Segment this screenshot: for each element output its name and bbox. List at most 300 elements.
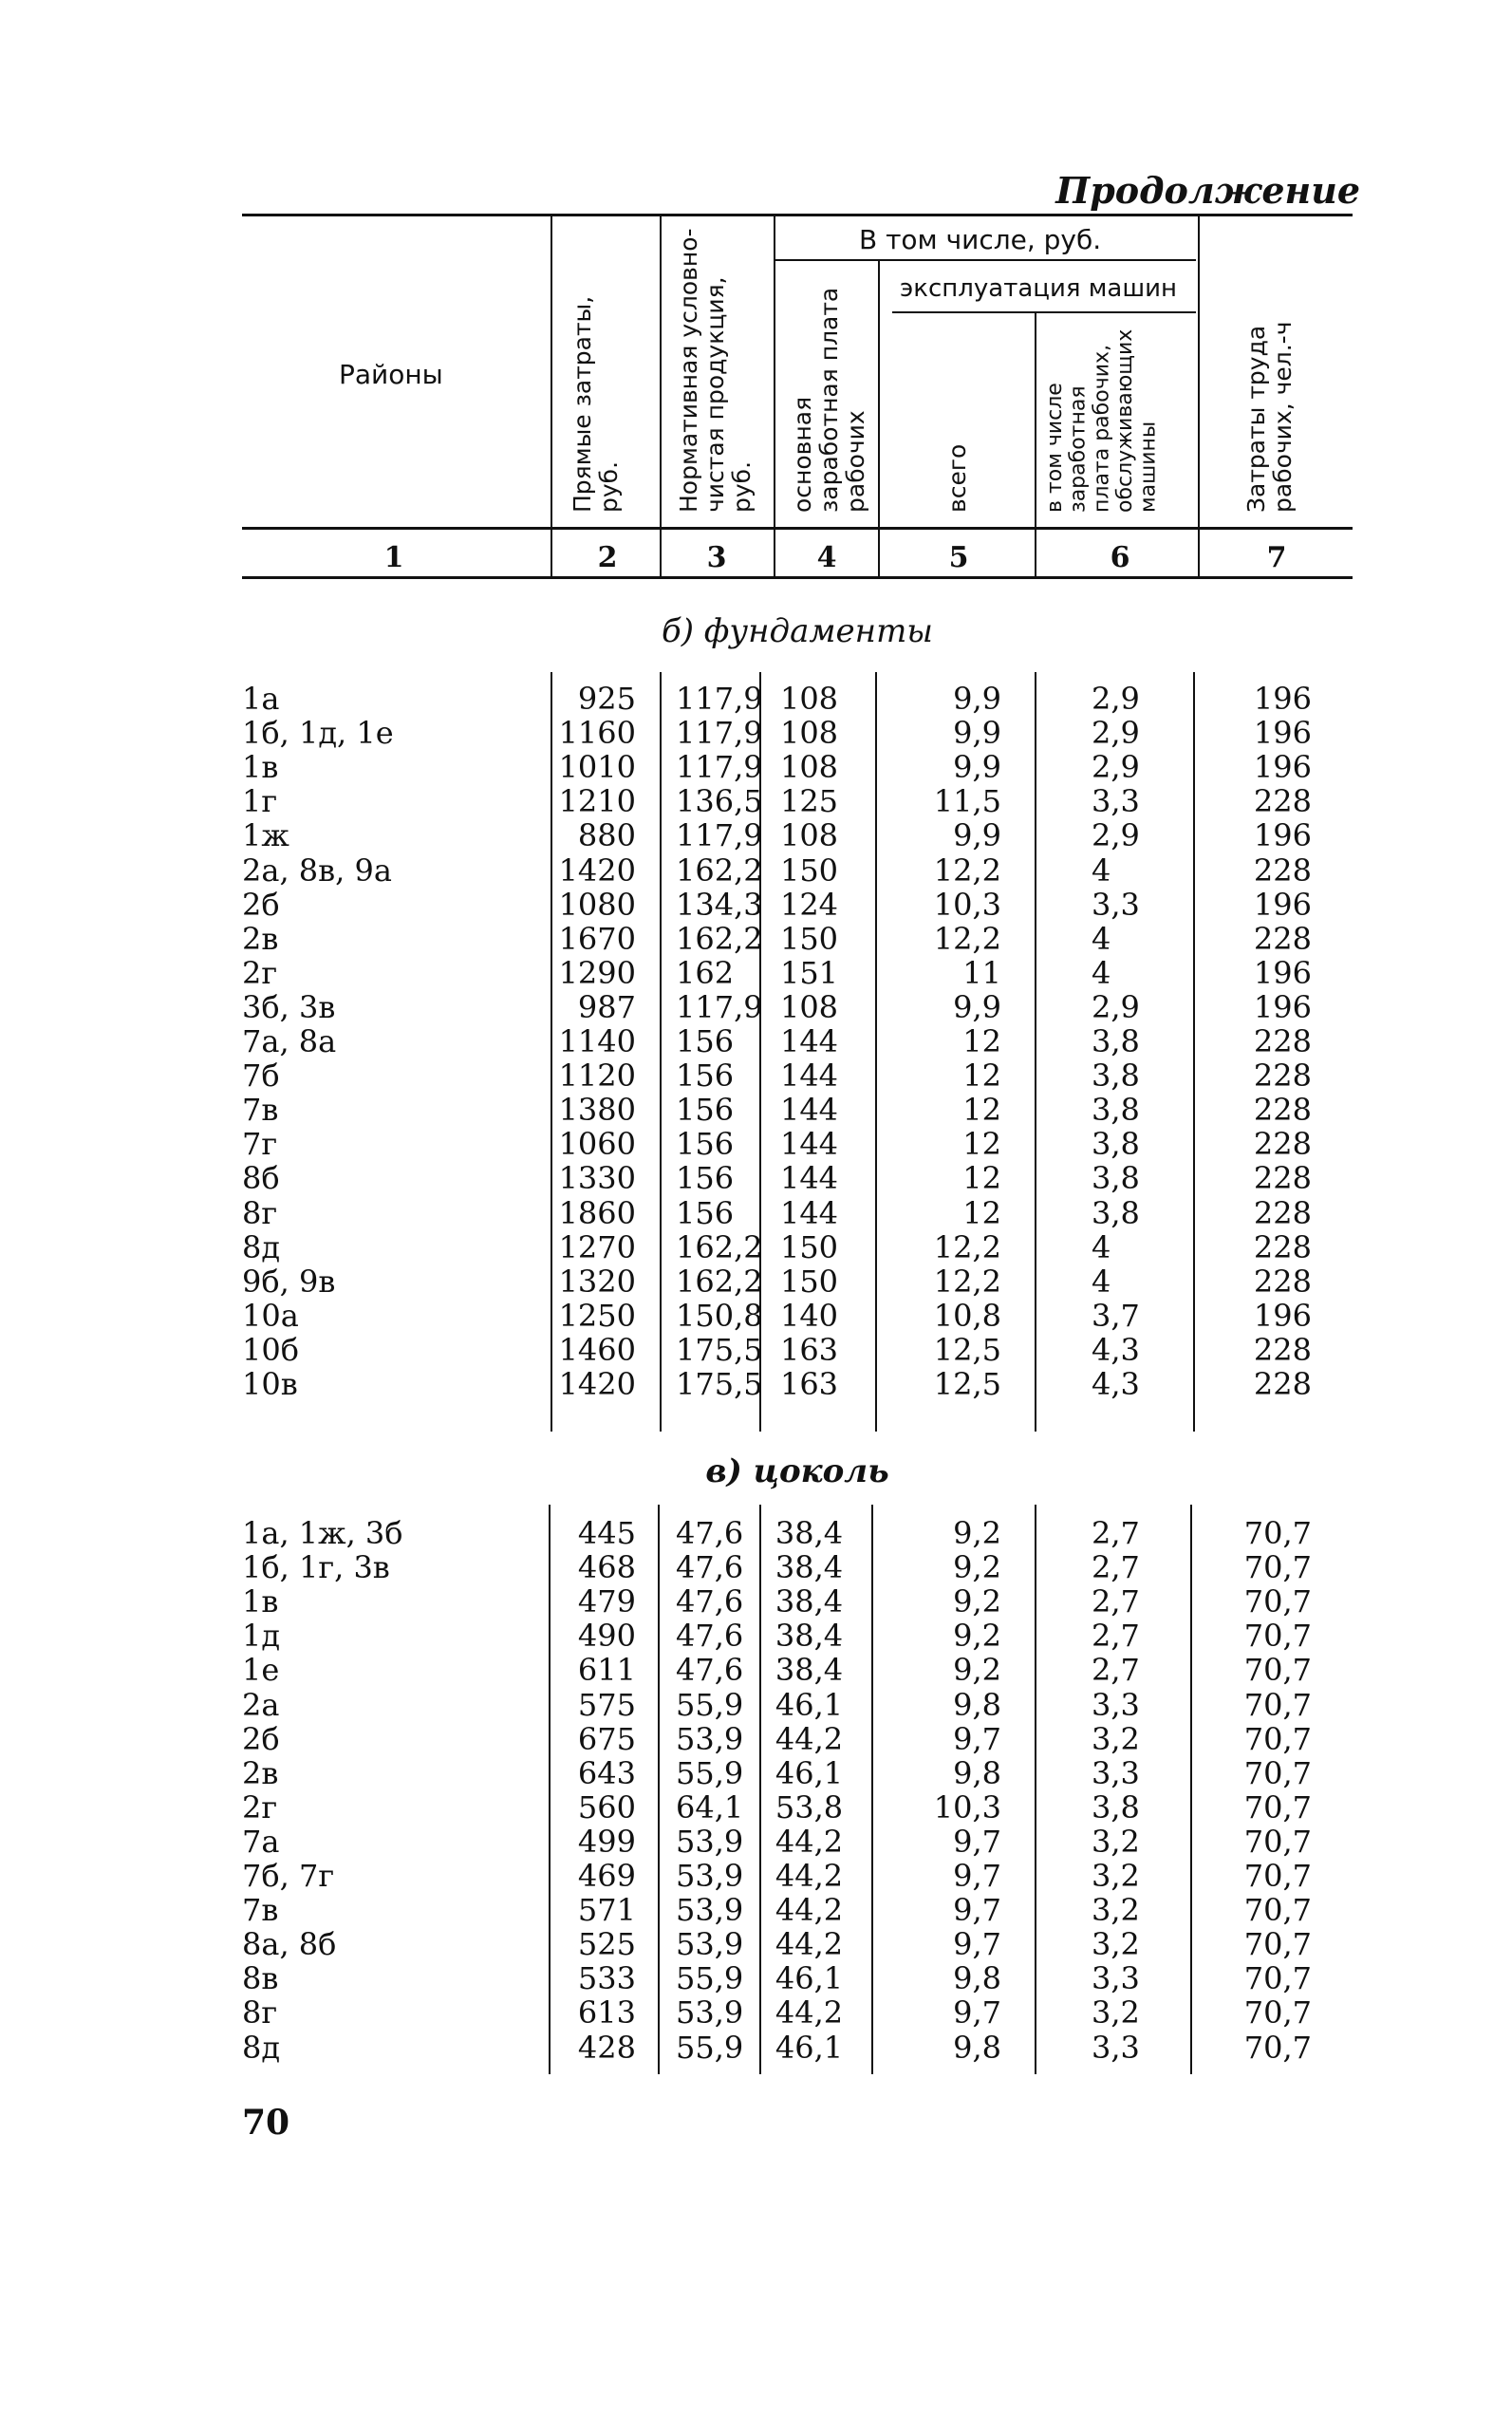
normative-cell: 156 — [676, 1023, 735, 1059]
table-row — [0, 750, 1512, 784]
normative-cell: 156 — [676, 1092, 735, 1129]
labor-cell: 196 — [1253, 954, 1312, 991]
header-divider-3 — [774, 216, 775, 577]
labor-cell: 70,7 — [1243, 1994, 1312, 2031]
normative-cell: 53,9 — [676, 1892, 744, 1929]
direct-costs-cell: 445 — [577, 1515, 636, 1551]
labor-cell: 228 — [1253, 1331, 1312, 1368]
direct-costs-cell: 1290 — [558, 954, 636, 991]
table-row — [0, 1367, 1512, 1401]
labor-cell: 228 — [1253, 1023, 1312, 1059]
machine-wage-cell: 3,7 — [1092, 1297, 1140, 1334]
region-cell: 10б — [242, 1331, 299, 1368]
machine-total-cell: 9,7 — [953, 1926, 1001, 1963]
normative-cell: 53,9 — [676, 1823, 744, 1860]
region-cell: 2б — [242, 1720, 280, 1757]
labor-cell: 228 — [1253, 1092, 1312, 1129]
normative-cell: 64,1 — [676, 1788, 744, 1826]
machine-total-cell: 10,3 — [933, 886, 1001, 923]
machine-wage-cell: 3,3 — [1092, 783, 1140, 820]
direct-costs-cell: 1420 — [558, 1366, 636, 1402]
region-cell: 2б — [242, 886, 280, 923]
table-row — [0, 990, 1512, 1024]
machine-wage-cell: 3,2 — [1092, 1994, 1140, 2031]
normative-cell: 47,6 — [676, 1549, 744, 1586]
direct-costs-cell: 987 — [577, 988, 636, 1025]
region-cell: 1а — [242, 681, 280, 717]
direct-costs-cell: 533 — [577, 1960, 636, 1997]
direct-costs-cell: 925 — [577, 681, 636, 717]
direct-costs-cell: 1270 — [558, 1228, 636, 1265]
machine-total-cell: 12,2 — [933, 920, 1001, 957]
colnum-bottom-rule — [242, 576, 1353, 579]
direct-costs-cell: 1860 — [558, 1194, 636, 1231]
direct-costs-cell: 1120 — [558, 1058, 636, 1095]
base-wage-cell: 144 — [779, 1126, 839, 1163]
machine-total-cell: 9,9 — [953, 817, 1001, 854]
region-cell: 1е — [242, 1652, 280, 1689]
machine-total-cell: 9,8 — [953, 2029, 1001, 2066]
header-divider-6 — [1198, 216, 1200, 577]
normative-cell: 117,9 — [676, 749, 763, 786]
base-wage-cell: 144 — [779, 1058, 839, 1095]
direct-costs-cell: 1210 — [558, 783, 636, 820]
table-row — [0, 1722, 1512, 1756]
region-cell: 2г — [242, 954, 278, 991]
machine-total-cell: 9,8 — [953, 1686, 1001, 1723]
direct-costs-cell: 1140 — [558, 1023, 636, 1059]
table-row — [0, 1825, 1512, 1859]
machine-ops-header: эксплуатация машин — [900, 274, 1178, 303]
direct-costs-cell: 468 — [577, 1549, 636, 1586]
table-row — [0, 853, 1512, 888]
direct-costs-cell: 469 — [577, 1858, 636, 1894]
region-cell: 8д — [242, 1228, 281, 1265]
normative-cell: 162,2 — [676, 1228, 763, 1265]
incl-header: В том числе, руб. — [859, 224, 1102, 255]
base-wage-cell: 163 — [779, 1331, 839, 1368]
machine-total-cell: 9,7 — [953, 1994, 1001, 2031]
machine-total-cell: 12 — [962, 1160, 1001, 1197]
table-row — [0, 1927, 1512, 1961]
normative-cell: 47,6 — [676, 1515, 744, 1551]
normative-cell: 55,9 — [676, 2029, 744, 2066]
machine-rule — [892, 311, 1196, 313]
labor-cell: 70,7 — [1243, 1960, 1312, 1997]
machine-wage-cell: 2,9 — [1092, 681, 1140, 717]
total-header: всего — [943, 443, 971, 513]
table-row — [0, 2031, 1512, 2065]
machine-wage-cell: 2,7 — [1092, 1549, 1140, 1586]
header-bottom-rule — [242, 527, 1353, 530]
labor-cell: 228 — [1253, 783, 1312, 820]
machine-wage-cell: 4 — [1092, 1228, 1111, 1265]
table-row — [0, 1584, 1512, 1619]
machine-wage-cell: 3,2 — [1092, 1823, 1140, 1860]
machine-total-cell: 12,2 — [933, 1228, 1001, 1265]
table-row — [0, 1161, 1512, 1195]
machine-total-cell: 9,9 — [953, 749, 1001, 786]
machine-total-cell: 9,7 — [953, 1720, 1001, 1757]
machine-total-cell: 9,7 — [953, 1823, 1001, 1860]
direct-costs-cell: 490 — [577, 1618, 636, 1655]
labor-cell: 228 — [1253, 1228, 1312, 1265]
labor-cell: 70,7 — [1243, 1823, 1312, 1860]
region-cell: 8а, 8б — [242, 1926, 337, 1963]
labor-cell: 228 — [1253, 1058, 1312, 1095]
machine-wage-cell: 3,3 — [1092, 2029, 1140, 2066]
normative-cell: 162 — [676, 954, 735, 991]
normative-cell: 55,9 — [676, 1686, 744, 1723]
machine-total-cell: 9,7 — [953, 1858, 1001, 1894]
normative-cell: 117,9 — [676, 817, 763, 854]
region-cell: 8г — [242, 1994, 278, 2031]
table-row — [0, 1995, 1512, 2030]
page-number: 70 — [242, 2103, 290, 2143]
table-row — [0, 716, 1512, 750]
machine-wage-cell: 4 — [1092, 852, 1111, 889]
base-wage-cell: 53,8 — [775, 1788, 844, 1826]
base-wage-cell: 44,2 — [775, 1720, 844, 1757]
normative-cell: 134,3 — [676, 886, 763, 923]
region-cell: 1в — [242, 749, 279, 786]
base-wage-cell: 150 — [779, 852, 839, 889]
region-cell: 1б, 1г, 3в — [242, 1549, 390, 1586]
header-divider-4 — [878, 261, 880, 577]
table-row — [0, 784, 1512, 818]
direct-costs-cell: 571 — [577, 1892, 636, 1929]
labor-cell: 228 — [1253, 1160, 1312, 1197]
machine-total-cell: 9,2 — [953, 1618, 1001, 1655]
machine-total-cell: 9,2 — [953, 1549, 1001, 1586]
labor-cell: 196 — [1253, 817, 1312, 854]
base-wage-cell: 125 — [779, 783, 839, 820]
normative-cell: 47,6 — [676, 1652, 744, 1689]
machine-wage-cell: 4,3 — [1092, 1331, 1140, 1368]
base-wage-cell: 44,2 — [775, 1994, 844, 2031]
machine-wage-cell: 3,3 — [1092, 1686, 1140, 1723]
base-wage-cell: 44,2 — [775, 1858, 844, 1894]
labor-cell: 228 — [1253, 852, 1312, 889]
base-wage-cell: 108 — [779, 681, 839, 717]
base-wage-cell: 44,2 — [775, 1926, 844, 1963]
region-cell: 8б — [242, 1160, 280, 1197]
table-row — [0, 1058, 1512, 1093]
machine-total-cell: 12,5 — [933, 1331, 1001, 1368]
header-divider-1 — [551, 216, 552, 577]
table-row — [0, 1333, 1512, 1367]
base-wage-cell: 150 — [779, 1228, 839, 1265]
machine-wage-cell: 3,2 — [1092, 1720, 1140, 1757]
base-wage-header: основная заработная плата рабочих — [789, 287, 869, 513]
direct-costs-cell: 1380 — [558, 1092, 636, 1129]
labor-cell: 70,7 — [1243, 1583, 1312, 1620]
table-row — [0, 1516, 1512, 1550]
labor-header: Затраты труда рабочих, чел.-ч — [1242, 321, 1297, 513]
base-wage-cell: 151 — [779, 954, 839, 991]
direct-costs-cell: 611 — [577, 1652, 636, 1689]
section-title-foundations: б) фундаменты — [661, 612, 933, 650]
normative-cell: 53,9 — [676, 1926, 744, 1963]
direct-costs-cell: 880 — [577, 817, 636, 854]
labor-cell: 70,7 — [1243, 2029, 1312, 2066]
base-wage-cell: 38,4 — [775, 1549, 844, 1586]
direct-costs-cell: 613 — [577, 1994, 636, 2031]
labor-cell: 70,7 — [1243, 1926, 1312, 1963]
machine-total-cell: 10,3 — [933, 1788, 1001, 1826]
table-row — [0, 1859, 1512, 1893]
base-wage-cell: 46,1 — [775, 1754, 844, 1791]
base-wage-cell: 163 — [779, 1366, 839, 1402]
normative-cell: 156 — [676, 1194, 735, 1231]
machine-total-cell: 12,2 — [933, 852, 1001, 889]
header-divider-5 — [1035, 313, 1036, 577]
machine-total-cell: 9,2 — [953, 1583, 1001, 1620]
labor-cell: 70,7 — [1243, 1549, 1312, 1586]
direct-costs-cell: 1670 — [558, 920, 636, 957]
direct-costs-cell: 1160 — [558, 715, 636, 752]
region-cell: 7а, 8а — [242, 1023, 337, 1059]
base-wage-cell: 46,1 — [775, 1686, 844, 1723]
normative-cell: 162,2 — [676, 920, 763, 957]
header-top-rule — [242, 214, 1353, 216]
machine-wage-cell: 2,9 — [1092, 988, 1140, 1025]
machine-wage-cell: 3,2 — [1092, 1892, 1140, 1929]
base-wage-cell: 150 — [779, 920, 839, 957]
normative-cell: 150,8 — [676, 1297, 763, 1334]
machine-total-cell: 9,7 — [953, 1892, 1001, 1929]
machine-wage-cell: 3,8 — [1092, 1092, 1140, 1129]
machine-wage-cell: 2,9 — [1092, 817, 1140, 854]
colnum-7: 7 — [1266, 541, 1287, 574]
region-cell: 10в — [242, 1366, 298, 1402]
base-wage-cell: 108 — [779, 817, 839, 854]
normative-cell: 47,6 — [676, 1583, 744, 1620]
normative-cell: 53,9 — [676, 1994, 744, 2031]
labor-cell: 228 — [1253, 1126, 1312, 1163]
machine-total-cell: 12 — [962, 1126, 1001, 1163]
base-wage-cell: 44,2 — [775, 1823, 844, 1860]
direct-costs-cell: 560 — [577, 1788, 636, 1826]
labor-cell: 70,7 — [1243, 1618, 1312, 1655]
direct-costs-cell: 1060 — [558, 1126, 636, 1163]
labor-cell: 70,7 — [1243, 1892, 1312, 1929]
machine-wage-cell: 3,3 — [1092, 1754, 1140, 1791]
machine-wage-cell: 3,3 — [1092, 886, 1140, 923]
base-wage-cell: 38,4 — [775, 1618, 844, 1655]
direct-costs-cell: 675 — [577, 1720, 636, 1757]
labor-cell: 70,7 — [1243, 1515, 1312, 1551]
normative-cell: 55,9 — [676, 1960, 744, 1997]
base-wage-cell: 140 — [779, 1297, 839, 1334]
direct-costs-cell: 643 — [577, 1754, 636, 1791]
machine-total-cell: 10,8 — [933, 1297, 1001, 1334]
labor-cell: 70,7 — [1243, 1686, 1312, 1723]
table-row — [0, 1961, 1512, 1995]
direct-costs-cell: 1320 — [558, 1263, 636, 1300]
normative-cell: 53,9 — [676, 1720, 744, 1757]
table-row — [0, 1299, 1512, 1333]
table-row — [0, 1688, 1512, 1722]
table-row — [0, 1230, 1512, 1264]
base-wage-cell: 124 — [779, 886, 839, 923]
region-cell: 2г — [242, 1788, 278, 1826]
table-row — [0, 888, 1512, 922]
machine-total-cell: 9,9 — [953, 715, 1001, 752]
direct-costs-cell: 1330 — [558, 1160, 636, 1197]
machine-wage-cell: 3,8 — [1092, 1023, 1140, 1059]
base-wage-cell: 108 — [779, 988, 839, 1025]
machine-wage-cell: 3,8 — [1092, 1788, 1140, 1826]
labor-cell: 228 — [1253, 1194, 1312, 1231]
colnum-6: 6 — [1110, 541, 1130, 574]
table-row — [0, 818, 1512, 852]
table-row — [0, 1653, 1512, 1687]
labor-cell: 196 — [1253, 1297, 1312, 1334]
labor-cell: 196 — [1253, 749, 1312, 786]
colnum-2: 2 — [597, 541, 618, 574]
region-cell: 8д — [242, 2029, 281, 2066]
labor-cell: 70,7 — [1243, 1652, 1312, 1689]
direct-costs-cell: 1420 — [558, 852, 636, 889]
region-cell: 2а, 8в, 9а — [242, 852, 392, 889]
region-cell: 1ж — [242, 817, 289, 854]
region-cell: 2в — [242, 1754, 279, 1791]
region-cell: 7а — [242, 1823, 280, 1860]
labor-cell: 228 — [1253, 1263, 1312, 1300]
machine-total-cell: 12 — [962, 1092, 1001, 1129]
machine-total-cell: 9,8 — [953, 1754, 1001, 1791]
incl-rule — [774, 259, 1196, 261]
direct-costs-cell: 1080 — [558, 886, 636, 923]
header-divider-2 — [660, 216, 662, 577]
machine-wage-cell: 4 — [1092, 954, 1111, 991]
direct-costs-cell: 1250 — [558, 1297, 636, 1334]
normative-cell: 55,9 — [676, 1754, 744, 1791]
direct-costs-cell: 1460 — [558, 1331, 636, 1368]
base-wage-cell: 38,4 — [775, 1652, 844, 1689]
base-wage-cell: 44,2 — [775, 1892, 844, 1929]
regions-header: Районы — [339, 359, 443, 390]
labor-cell: 70,7 — [1243, 1788, 1312, 1826]
incl-wage-header: в том числе заработная плата рабочих, обслуживающих машины — [1043, 328, 1161, 513]
direct-costs-cell: 479 — [577, 1583, 636, 1620]
direct-costs-cell: 428 — [577, 2029, 636, 2066]
machine-wage-cell: 3,8 — [1092, 1126, 1140, 1163]
machine-wage-cell: 2,7 — [1092, 1652, 1140, 1689]
normative-cell: 162,2 — [676, 1263, 763, 1300]
machine-wage-cell: 4 — [1092, 920, 1111, 957]
machine-wage-cell: 3,3 — [1092, 1960, 1140, 1997]
colnum-3: 3 — [706, 541, 727, 574]
region-cell: 1б, 1д, 1е — [242, 715, 394, 752]
base-wage-cell: 108 — [779, 749, 839, 786]
base-wage-cell: 38,4 — [775, 1515, 844, 1551]
machine-total-cell: 9,9 — [953, 681, 1001, 717]
region-cell: 9б, 9в — [242, 1263, 336, 1300]
labor-cell: 70,7 — [1243, 1720, 1312, 1757]
machine-wage-cell: 4,3 — [1092, 1366, 1140, 1402]
region-cell: 7г — [242, 1126, 278, 1163]
continuation-label: Продолжение — [1055, 169, 1360, 212]
region-cell: 7в — [242, 1092, 279, 1129]
table-row — [0, 1550, 1512, 1584]
machine-total-cell: 11 — [962, 954, 1001, 991]
region-cell: 2в — [242, 920, 279, 957]
region-cell: 7в — [242, 1892, 279, 1929]
section-title-plinth: в) цоколь — [705, 1452, 889, 1490]
colnum-1: 1 — [383, 541, 404, 574]
colnum-5: 5 — [948, 541, 969, 574]
normative-cell: 162,2 — [676, 852, 763, 889]
direct-costs-header: Прямые затраты, руб. — [569, 295, 623, 513]
machine-wage-cell: 2,7 — [1092, 1515, 1140, 1551]
normative-cell: 156 — [676, 1058, 735, 1095]
normative-cell: 117,9 — [676, 681, 763, 717]
base-wage-cell: 46,1 — [775, 2029, 844, 2066]
machine-wage-cell: 3,2 — [1092, 1926, 1140, 1963]
table-row — [0, 682, 1512, 716]
table-row — [0, 1756, 1512, 1790]
machine-wage-cell: 3,2 — [1092, 1858, 1140, 1894]
machine-wage-cell: 2,7 — [1092, 1618, 1140, 1655]
normative-cell: 156 — [676, 1160, 735, 1197]
base-wage-cell: 144 — [779, 1160, 839, 1197]
region-cell: 7б — [242, 1058, 280, 1095]
region-cell: 10а — [242, 1297, 299, 1334]
normative-cell: 156 — [676, 1126, 735, 1163]
normative-cell: 53,9 — [676, 1858, 744, 1894]
normative-cell: 136,5 — [676, 783, 763, 820]
machine-wage-cell: 2,7 — [1092, 1583, 1140, 1620]
machine-total-cell: 9,2 — [953, 1515, 1001, 1551]
direct-costs-cell: 1010 — [558, 749, 636, 786]
normative-cell: 175,5 — [676, 1331, 763, 1368]
base-wage-cell: 46,1 — [775, 1960, 844, 1997]
machine-total-cell: 9,9 — [953, 988, 1001, 1025]
region-cell: 2а — [242, 1686, 280, 1723]
machine-total-cell: 12 — [962, 1023, 1001, 1059]
direct-costs-cell: 525 — [577, 1926, 636, 1963]
machine-wage-cell: 2,9 — [1092, 715, 1140, 752]
region-cell: 1в — [242, 1583, 279, 1620]
region-cell: 3б, 3в — [242, 988, 336, 1025]
colnum-4: 4 — [816, 541, 837, 574]
machine-total-cell: 12 — [962, 1058, 1001, 1095]
base-wage-cell: 150 — [779, 1263, 839, 1300]
labor-cell: 70,7 — [1243, 1754, 1312, 1791]
table-row — [0, 1196, 1512, 1230]
machine-total-cell: 12,2 — [933, 1263, 1001, 1300]
table-row — [0, 1790, 1512, 1825]
machine-total-cell: 11,5 — [933, 783, 1001, 820]
direct-costs-cell: 499 — [577, 1823, 636, 1860]
table-row — [0, 1619, 1512, 1653]
table-row — [0, 1024, 1512, 1058]
table-row — [0, 922, 1512, 956]
direct-costs-cell: 575 — [577, 1686, 636, 1723]
machine-wage-cell: 3,8 — [1092, 1058, 1140, 1095]
normative-cell: 117,9 — [676, 988, 763, 1025]
base-wage-cell: 144 — [779, 1023, 839, 1059]
table-row — [0, 1264, 1512, 1299]
machine-wage-cell: 3,8 — [1092, 1160, 1140, 1197]
table-row — [0, 1893, 1512, 1927]
machine-wage-cell: 4 — [1092, 1263, 1111, 1300]
base-wage-cell: 38,4 — [775, 1583, 844, 1620]
machine-wage-cell: 3,8 — [1092, 1194, 1140, 1231]
normative-cell: 117,9 — [676, 715, 763, 752]
